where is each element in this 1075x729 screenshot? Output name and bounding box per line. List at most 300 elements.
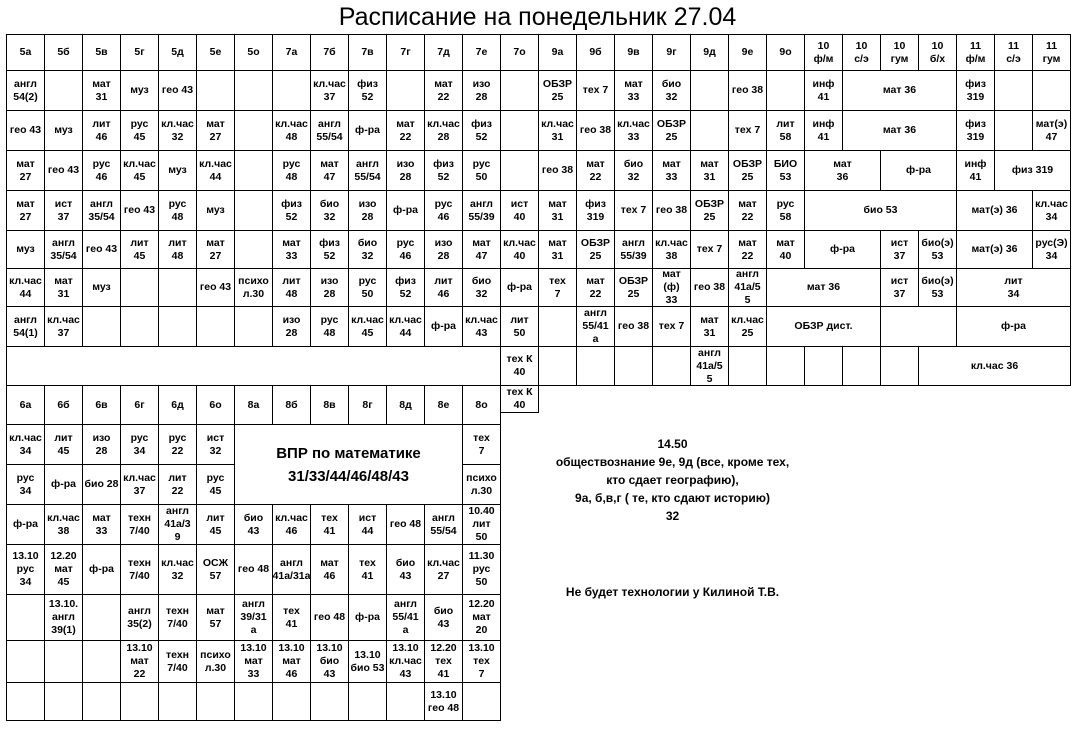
schedule-cell xyxy=(44,682,83,721)
social-studies-note: 14.50 обществознание 9е, 9д (все, кроме тех, кто сдает географию), 9а, б,в,г ( те, кто сдают историю) 32 xyxy=(555,437,790,523)
schedule-cell xyxy=(1032,70,1071,111)
schedule-cell: кл.час 45 xyxy=(120,150,159,191)
vpr-math-banner xyxy=(234,424,463,505)
schedule-cell xyxy=(158,306,197,347)
schedule-cell: 13.10 кл.час 43 xyxy=(386,640,425,683)
schedule-cell: англ 41а/5 5 xyxy=(690,346,729,386)
schedule-cell: кл.час 40 xyxy=(500,230,539,269)
schedule-cell: мат 31 xyxy=(82,70,121,111)
schedule-cell: муз xyxy=(6,230,45,269)
schedule-cell: лит 50 xyxy=(500,306,539,347)
schedule-cell: англ 35(2) xyxy=(120,594,159,641)
schedule-cell: мат(э) 36 xyxy=(956,190,1033,231)
schedule-cell: рус 45 xyxy=(196,464,235,505)
schedule-cell xyxy=(234,230,273,269)
schedule-cell: кл.час 46 xyxy=(272,504,311,545)
technology-note: Не будет технологии у Килиной Т.В. xyxy=(565,585,780,599)
schedule-cell xyxy=(82,306,121,347)
schedule-cell: кл.час 44 xyxy=(196,150,235,191)
class-header: 10 с/э xyxy=(842,34,881,71)
schedule-cell: мат 40 xyxy=(766,230,805,269)
class-header: 7д xyxy=(424,34,463,71)
schedule-cell: био 43 xyxy=(386,544,425,595)
schedule-cell: мат 27 xyxy=(196,230,235,269)
schedule-cell xyxy=(880,306,957,347)
schedule-cell: англ 55/39 xyxy=(462,190,501,231)
schedule-cell: тех К 40 xyxy=(500,385,539,413)
schedule-cell xyxy=(690,110,729,151)
class-header: 8а xyxy=(234,385,273,425)
schedule-cell xyxy=(158,268,197,307)
schedule-cell: мат 22 xyxy=(576,150,615,191)
page-title: Расписание на понедельник 27.04 xyxy=(338,3,737,31)
schedule-cell: гео 43 xyxy=(196,268,235,307)
schedule-cell: мат 27 xyxy=(196,110,235,151)
class-header: 7в xyxy=(348,34,387,71)
class-header: 10 ф/м xyxy=(804,34,843,71)
schedule-cell: 13.10 гео 48 xyxy=(424,682,463,721)
schedule-cell: рус 48 xyxy=(310,306,349,347)
schedule-cell: мат 57 xyxy=(196,594,235,641)
class-header: 7а xyxy=(272,34,311,71)
schedule-cell: лит 48 xyxy=(158,230,197,269)
schedule-cell: мат(э) 36 xyxy=(956,230,1033,269)
schedule-cell xyxy=(386,682,425,721)
class-header: 8д xyxy=(386,385,425,425)
schedule-cell: кл.час 33 xyxy=(614,110,653,151)
schedule-cell: мат 22 xyxy=(424,70,463,111)
schedule-cell: англ 41а/5 5 xyxy=(728,268,767,307)
schedule-cell: техн 7/40 xyxy=(120,544,159,595)
schedule-cell: психо л.30 xyxy=(234,268,273,307)
class-header: 7о xyxy=(500,34,539,71)
schedule-cell xyxy=(196,70,235,111)
schedule-cell: био 32 xyxy=(348,230,387,269)
schedule-cell: ОБЗР 25 xyxy=(576,230,615,269)
schedule-cell: кл.час 44 xyxy=(386,306,425,347)
class-header: 7б xyxy=(310,34,349,71)
schedule-cell: 11.30 рус 50 xyxy=(462,544,501,595)
class-header: 6г xyxy=(120,385,159,425)
schedule-cell: гео 38 xyxy=(728,70,767,111)
schedule-cell: кл.час 37 xyxy=(44,306,83,347)
schedule-cell: физ 319 xyxy=(956,110,995,151)
schedule-cell: техн 7/40 xyxy=(158,594,197,641)
schedule-cell xyxy=(842,346,881,386)
schedule-cell xyxy=(728,346,767,386)
schedule-cell xyxy=(44,640,83,683)
schedule-cell: мат 27 xyxy=(6,150,45,191)
schedule-cell: мат(э) 47 xyxy=(1032,110,1071,151)
schedule-cell: кл.час 37 xyxy=(310,70,349,111)
schedule-cell xyxy=(234,682,273,721)
schedule-cell: англ 35/54 xyxy=(82,190,121,231)
schedule-cell: кл.час 37 xyxy=(120,464,159,505)
schedule-cell xyxy=(234,110,273,151)
schedule-cell: физ 319 xyxy=(994,150,1071,191)
schedule-cell xyxy=(234,306,273,347)
schedule-cell: мат 31 xyxy=(690,150,729,191)
schedule-cell: био(э) 53 xyxy=(918,268,957,307)
schedule-cell: ист 37 xyxy=(880,268,919,307)
schedule-cell: 13.10 тех 7 xyxy=(462,640,501,683)
schedule-cell: мат 36 xyxy=(842,110,957,151)
class-header: 6о xyxy=(196,385,235,425)
schedule-cell: мат 31 xyxy=(538,190,577,231)
schedule-cell: англ 55/54 xyxy=(310,110,349,151)
schedule-cell: инф 41 xyxy=(956,150,995,191)
schedule-cell: био 53 xyxy=(804,190,957,231)
schedule-cell: гео 43 xyxy=(82,230,121,269)
schedule-cell xyxy=(576,346,615,386)
schedule-cell: психо л.30 xyxy=(196,640,235,683)
schedule-cell: мат 47 xyxy=(310,150,349,191)
vpr-rooms: 31/33/44/46/48/43 xyxy=(288,467,409,485)
class-header: 9д xyxy=(690,34,729,71)
schedule-cell: тех 7 xyxy=(690,230,729,269)
schedule-cell: 12.20 мат 20 xyxy=(462,594,501,641)
schedule-cell: био 32 xyxy=(614,150,653,191)
schedule-cell: кл.час 43 xyxy=(462,306,501,347)
schedule-cell: мат 31 xyxy=(538,230,577,269)
schedule-cell: мат 36 xyxy=(804,150,881,191)
schedule-cell xyxy=(196,682,235,721)
schedule-cell: физ 52 xyxy=(424,150,463,191)
schedule-cell: мат 22 xyxy=(728,190,767,231)
schedule-cell: изо 28 xyxy=(424,230,463,269)
schedule-cell: физ 319 xyxy=(956,70,995,111)
schedule-cell: био 43 xyxy=(424,594,463,641)
schedule-cell xyxy=(994,110,1033,151)
schedule-cell: мат 33 xyxy=(652,150,691,191)
schedule-cell: БИО 53 xyxy=(766,150,805,191)
schedule-cell xyxy=(462,682,501,721)
class-header: 9а xyxy=(538,34,577,71)
schedule-cell: тех 7 xyxy=(462,424,501,465)
class-header: 5в xyxy=(82,34,121,71)
class-header: 9о xyxy=(766,34,805,71)
schedule-cell xyxy=(234,150,273,191)
schedule-cell: кл.час 27 xyxy=(424,544,463,595)
schedule-cell: техн 7/40 xyxy=(158,640,197,683)
schedule-cell: био 28 xyxy=(82,464,121,505)
schedule-cell: био 32 xyxy=(652,70,691,111)
class-header: 10 б/х xyxy=(918,34,957,71)
class-header: 7г xyxy=(386,34,425,71)
schedule-cell: мат 36 xyxy=(842,70,957,111)
schedule-cell: лит 48 xyxy=(272,268,311,307)
schedule-cell xyxy=(386,70,425,111)
schedule-cell xyxy=(348,682,387,721)
schedule-cell: рус 34 xyxy=(120,424,159,465)
schedule-cell: физ 52 xyxy=(462,110,501,151)
schedule-cell: рус 58 xyxy=(766,190,805,231)
schedule-cell: муз xyxy=(82,268,121,307)
schedule-cell: био 32 xyxy=(310,190,349,231)
schedule-cell: ист 40 xyxy=(500,190,539,231)
schedule-cell xyxy=(766,346,805,386)
schedule-cell: ф-ра xyxy=(500,268,539,307)
schedule-cell: англ 41а/3 9 xyxy=(158,504,197,545)
schedule-cell: лит 58 xyxy=(766,110,805,151)
schedule-cell: ОБЗР 25 xyxy=(538,70,577,111)
schedule-cell: мат 33 xyxy=(272,230,311,269)
schedule-cell: кл.час 34 xyxy=(6,424,45,465)
schedule-cell: гео 38 xyxy=(614,306,653,347)
schedule-cell: мат 33 xyxy=(82,504,121,545)
schedule-cell: англ 39/31 а xyxy=(234,594,273,641)
schedule-cell: ОБЗР 25 xyxy=(652,110,691,151)
schedule-cell: тех 41 xyxy=(310,504,349,545)
class-header: 8е xyxy=(424,385,463,425)
schedule-cell: рус 22 xyxy=(158,424,197,465)
schedule-cell: ОБЗР 25 xyxy=(728,150,767,191)
schedule-cell: тех 7 xyxy=(538,268,577,307)
schedule-cell: тех 7 xyxy=(728,110,767,151)
schedule-cell: мат 46 xyxy=(310,544,349,595)
schedule-cell xyxy=(82,594,121,641)
class-header: 11 гум xyxy=(1032,34,1071,71)
schedule-cell xyxy=(652,346,691,386)
class-header: 5е xyxy=(196,34,235,71)
schedule-cell: кл.час 45 xyxy=(348,306,387,347)
schedule-cell: ф-ра xyxy=(956,306,1071,347)
schedule-cell xyxy=(120,682,159,721)
schedule-cell: лит 46 xyxy=(82,110,121,151)
schedule-cell xyxy=(6,682,45,721)
schedule-cell: тех 7 xyxy=(614,190,653,231)
schedule-cell: ф-ра xyxy=(82,544,121,595)
schedule-cell: био 32 xyxy=(462,268,501,307)
schedule-cell: изо 28 xyxy=(462,70,501,111)
schedule-cell xyxy=(234,70,273,111)
schedule-cell: ф-ра xyxy=(880,150,957,191)
schedule-cell: ф-ра xyxy=(804,230,881,269)
schedule-cell xyxy=(82,682,121,721)
schedule-cell: изо 28 xyxy=(348,190,387,231)
schedule-cell xyxy=(120,306,159,347)
schedule-cell: гео 38 xyxy=(652,190,691,231)
schedule-cell: кл.час 32 xyxy=(158,110,197,151)
schedule-cell: рус 48 xyxy=(158,190,197,231)
schedule-cell: мат 22 xyxy=(386,110,425,151)
schedule-cell: физ 319 xyxy=(576,190,615,231)
schedule-cell: физ 52 xyxy=(310,230,349,269)
schedule-cell: кл.час 25 xyxy=(728,306,767,347)
schedule-cell: рус 46 xyxy=(386,230,425,269)
class-header: 9г xyxy=(652,34,691,71)
schedule-cell: гео 38 xyxy=(538,150,577,191)
class-header: 11 ф/м xyxy=(956,34,995,71)
schedule-cell: 13.10 мат 33 xyxy=(234,640,273,683)
schedule-cell: англ 55/54 xyxy=(348,150,387,191)
schedule-cell: кл.час 31 xyxy=(538,110,577,151)
schedule-cell: лит 45 xyxy=(196,504,235,545)
schedule-cell: кл.час 48 xyxy=(272,110,311,151)
schedule-cell: кл.час 36 xyxy=(918,346,1071,386)
schedule-cell: лит 22 xyxy=(158,464,197,505)
schedule-cell: рус 46 xyxy=(82,150,121,191)
class-header: 8о xyxy=(462,385,501,425)
schedule-cell: инф 41 xyxy=(804,70,843,111)
schedule-cell: ист 32 xyxy=(196,424,235,465)
schedule-cell: муз xyxy=(158,150,197,191)
class-header: 5д xyxy=(158,34,197,71)
schedule-cell: ф-ра xyxy=(6,504,45,545)
schedule-cell: муз xyxy=(120,70,159,111)
schedule-cell: англ 55/41 а xyxy=(576,306,615,347)
class-header: 9в xyxy=(614,34,653,71)
schedule-cell: кл.час 34 xyxy=(1032,190,1071,231)
schedule-cell: 10.40 лит 50 xyxy=(462,504,501,545)
schedule-cell: ф-ра xyxy=(44,464,83,505)
schedule-cell: кл.час 32 xyxy=(158,544,197,595)
schedule-cell: гео 48 xyxy=(234,544,273,595)
schedule-cell: гео 43 xyxy=(44,150,83,191)
schedule-cell: 13.10 мат 46 xyxy=(272,640,311,683)
class-header: 9е xyxy=(728,34,767,71)
schedule-cell: 12.20 мат 45 xyxy=(44,544,83,595)
schedule-cell xyxy=(994,70,1033,111)
class-header: 10 гум xyxy=(880,34,919,71)
schedule-cell: мат 47 xyxy=(462,230,501,269)
schedule-cell: кл.час 38 xyxy=(44,504,83,545)
schedule-cell xyxy=(690,70,729,111)
schedule-cell: гео 43 xyxy=(158,70,197,111)
schedule-cell: кл.час 38 xyxy=(652,230,691,269)
schedule-cell xyxy=(538,306,577,347)
schedule-cell xyxy=(272,682,311,721)
schedule-cell: ОБЗР 25 xyxy=(614,268,653,307)
schedule-cell: био 43 xyxy=(234,504,273,545)
schedule-cell xyxy=(538,346,577,386)
schedule-cell xyxy=(6,640,45,683)
schedule-cell xyxy=(500,110,539,151)
schedule-cell: психо л.30 xyxy=(462,464,501,505)
schedule-cell: физ 52 xyxy=(348,70,387,111)
schedule-cell xyxy=(614,346,653,386)
schedule-cell xyxy=(310,682,349,721)
schedule-cell: ист 37 xyxy=(44,190,83,231)
schedule-cell: рус 50 xyxy=(462,150,501,191)
class-header: 8г xyxy=(348,385,387,425)
schedule-cell: изо 28 xyxy=(82,424,121,465)
schedule-cell: ист 44 xyxy=(348,504,387,545)
schedule-cell: мат 31 xyxy=(44,268,83,307)
class-header: 6в xyxy=(82,385,121,425)
schedule-cell xyxy=(500,70,539,111)
schedule-cell: мат 27 xyxy=(6,190,45,231)
schedule-cell: 12.20 тех 41 xyxy=(424,640,463,683)
schedule-cell: гео 48 xyxy=(310,594,349,641)
class-header: 5б xyxy=(44,34,83,71)
schedule-cell xyxy=(82,640,121,683)
schedule-cell: рус 34 xyxy=(6,464,45,505)
schedule-cell xyxy=(6,346,501,386)
schedule-cell: физ 52 xyxy=(272,190,311,231)
schedule-cell: мат 36 xyxy=(766,268,881,307)
schedule-cell xyxy=(44,70,83,111)
schedule-cell: ф-ра xyxy=(348,594,387,641)
schedule-cell: ист 37 xyxy=(880,230,919,269)
class-header: 8б xyxy=(272,385,311,425)
class-header: 9б xyxy=(576,34,615,71)
schedule-cell xyxy=(880,346,919,386)
schedule-cell xyxy=(766,70,805,111)
schedule-cell xyxy=(158,682,197,721)
schedule-cell: муз xyxy=(196,190,235,231)
schedule-cell: тех 7 xyxy=(576,70,615,111)
schedule-cell: рус(Э) 34 xyxy=(1032,230,1071,269)
schedule-cell: мат 31 xyxy=(690,306,729,347)
schedule-cell: англ 54(1) xyxy=(6,306,45,347)
schedule-cell: англ 55/41 а xyxy=(386,594,425,641)
schedule-cell: изо 28 xyxy=(272,306,311,347)
schedule-cell: ОСЖ 57 xyxy=(196,544,235,595)
schedule-cell xyxy=(120,268,159,307)
schedule-cell xyxy=(500,150,539,191)
schedule-cell: гео 48 xyxy=(386,504,425,545)
class-header: 6д xyxy=(158,385,197,425)
schedule-cell: тех 41 xyxy=(348,544,387,595)
schedule-cell: англ 55/39 xyxy=(614,230,653,269)
schedule-cell: гео 43 xyxy=(6,110,45,151)
schedule-cell: тех 41 xyxy=(272,594,311,641)
class-header: 7е xyxy=(462,34,501,71)
schedule-cell: био(э) 53 xyxy=(918,230,957,269)
schedule-cell: рус 50 xyxy=(348,268,387,307)
class-header: 5г xyxy=(120,34,159,71)
schedule-cell: муз xyxy=(44,110,83,151)
schedule-cell: ОБЗР дист. xyxy=(766,306,881,347)
class-header: 5о xyxy=(234,34,273,71)
schedule-cell: рус 45 xyxy=(120,110,159,151)
schedule-cell: 13.10 био 43 xyxy=(310,640,349,683)
schedule-cell: техн 7/40 xyxy=(120,504,159,545)
class-header: 6б xyxy=(44,385,83,425)
schedule-cell: лит 34 xyxy=(956,268,1071,307)
schedule-cell: тех К 40 xyxy=(500,346,539,386)
schedule-cell xyxy=(6,594,45,641)
schedule-cell: кл.час 28 xyxy=(424,110,463,151)
schedule-cell: мат (ф) 33 xyxy=(652,268,691,307)
class-header: 8в xyxy=(310,385,349,425)
schedule-cell: лит 45 xyxy=(44,424,83,465)
schedule-cell: англ 55/54 xyxy=(424,504,463,545)
vpr-title: ВПР по математике xyxy=(276,444,421,462)
schedule-cell: рус 48 xyxy=(272,150,311,191)
schedule-cell xyxy=(196,306,235,347)
schedule-cell: изо 28 xyxy=(386,150,425,191)
schedule-cell: ОБЗР 25 xyxy=(690,190,729,231)
schedule-cell: мат 22 xyxy=(728,230,767,269)
schedule-cell xyxy=(234,190,273,231)
schedule-cell: 13.10 рус 34 xyxy=(6,544,45,595)
schedule-cell xyxy=(272,70,311,111)
schedule-cell: англ 35/54 xyxy=(44,230,83,269)
schedule-cell: 13.10. англ 39(1) xyxy=(44,594,83,641)
schedule-cell: мат 22 xyxy=(576,268,615,307)
schedule-cell: 13.10 мат 22 xyxy=(120,640,159,683)
schedule-cell: лит 46 xyxy=(424,268,463,307)
class-header: 6а xyxy=(6,385,45,425)
schedule-cell: мат 33 xyxy=(614,70,653,111)
schedule-cell: кл.час 44 xyxy=(6,268,45,307)
schedule-cell: англ 54(2) xyxy=(6,70,45,111)
schedule-cell: ф-ра xyxy=(348,110,387,151)
schedule-cell: гео 38 xyxy=(576,110,615,151)
class-header: 5а xyxy=(6,34,45,71)
